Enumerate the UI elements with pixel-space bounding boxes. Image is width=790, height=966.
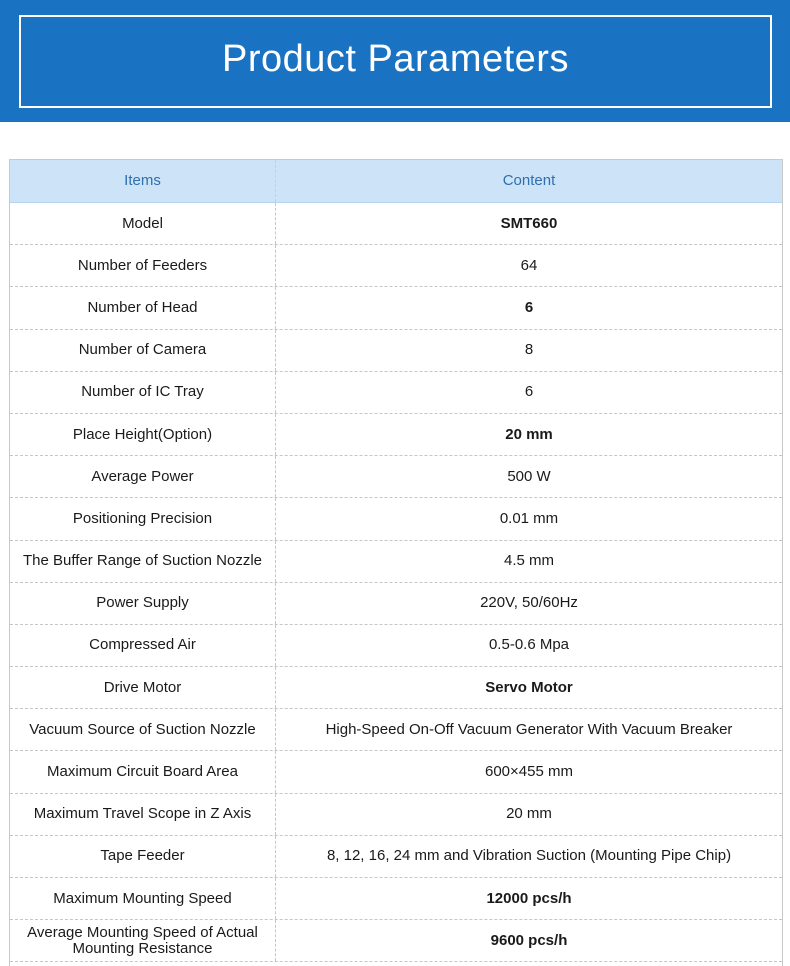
parameter-value: 4.5 mm [503, 552, 554, 570]
table-row [10, 287, 782, 329]
parameter-name: Number of Camera [10, 330, 276, 371]
parameter-name: Place Height(Option) [10, 414, 276, 455]
parameter-name: Maximum Mounting Speed [10, 878, 276, 919]
parameter-name: Number of Head [10, 287, 276, 328]
table-row [10, 751, 782, 793]
parameter-value: High-Speed On-Off Vacuum Generator With Vacuum Breaker [325, 720, 733, 738]
parameter-value: 8 [524, 341, 534, 359]
parameter-name: Number of Feeders [10, 245, 276, 286]
table-header-row [10, 160, 782, 203]
column-header-content: Content [502, 172, 556, 189]
parameter-name: Positioning Precision [10, 498, 276, 539]
parameter-value: 0.5-0.6 Mpa [488, 636, 570, 654]
parameter-value: 220V, 50/60Hz [480, 594, 578, 612]
page-title: Product Parameters [222, 38, 569, 80]
table-row [10, 878, 782, 920]
table-row [10, 667, 782, 709]
parameter-value: 500 W [507, 467, 551, 485]
parameter-value: 64 [520, 256, 538, 274]
table-row [10, 709, 782, 751]
parameter-name: Drive Motor [10, 667, 276, 708]
table-body [10, 203, 782, 962]
table-row [10, 245, 782, 287]
parameter-value: 20 mm [506, 805, 552, 823]
parameter-name: Tape Feeder [10, 836, 276, 877]
parameter-name: Model [10, 203, 276, 244]
parameter-value: 6 [524, 383, 534, 401]
parameter-name: Compressed Air [10, 625, 276, 666]
parameter-value: 9600 pcs/h [490, 931, 568, 949]
parameter-name: Maximum Circuit Board Area [10, 751, 276, 792]
parameter-value: 600×455 mm [485, 763, 573, 781]
table-row [10, 414, 782, 456]
parameter-name: Maximum Travel Scope in Z Axis [10, 794, 276, 835]
table-row [10, 920, 782, 962]
parameter-name: Vacuum Source of Suction Nozzle [10, 709, 276, 750]
parameter-value: SMT660 [500, 214, 558, 232]
header-banner [0, 0, 790, 122]
parameter-name: Number of IC Tray [10, 372, 276, 413]
table-row [10, 330, 782, 372]
parameter-value: Servo Motor [485, 678, 573, 696]
parameter-name: Average Mounting Speed of Actual Mounting Resistance [10, 920, 276, 961]
parameter-value: 8, 12, 16, 24 mm and Vibration Suction (Mounting Pipe Chip) [326, 847, 732, 865]
column-header-items: Items [10, 160, 276, 202]
parameter-name: The Buffer Range of Suction Nozzle [10, 541, 276, 582]
parameter-value: 6 [524, 298, 534, 316]
table-row [10, 794, 782, 836]
parameters-table [9, 159, 783, 966]
table-row [10, 625, 782, 667]
table-row [10, 498, 782, 540]
table-row [10, 836, 782, 878]
parameter-name: Average Power [10, 456, 276, 497]
table-row [10, 583, 782, 625]
parameter-name: Power Supply [10, 583, 276, 624]
table-row [10, 456, 782, 498]
banner-frame [19, 15, 772, 108]
table-row [10, 372, 782, 414]
parameter-value: 0.01 mm [499, 509, 559, 527]
parameter-value: 12000 pcs/h [486, 889, 572, 907]
parameter-value: 20 mm [505, 425, 553, 443]
table-row [10, 541, 782, 583]
table-row [10, 203, 782, 245]
